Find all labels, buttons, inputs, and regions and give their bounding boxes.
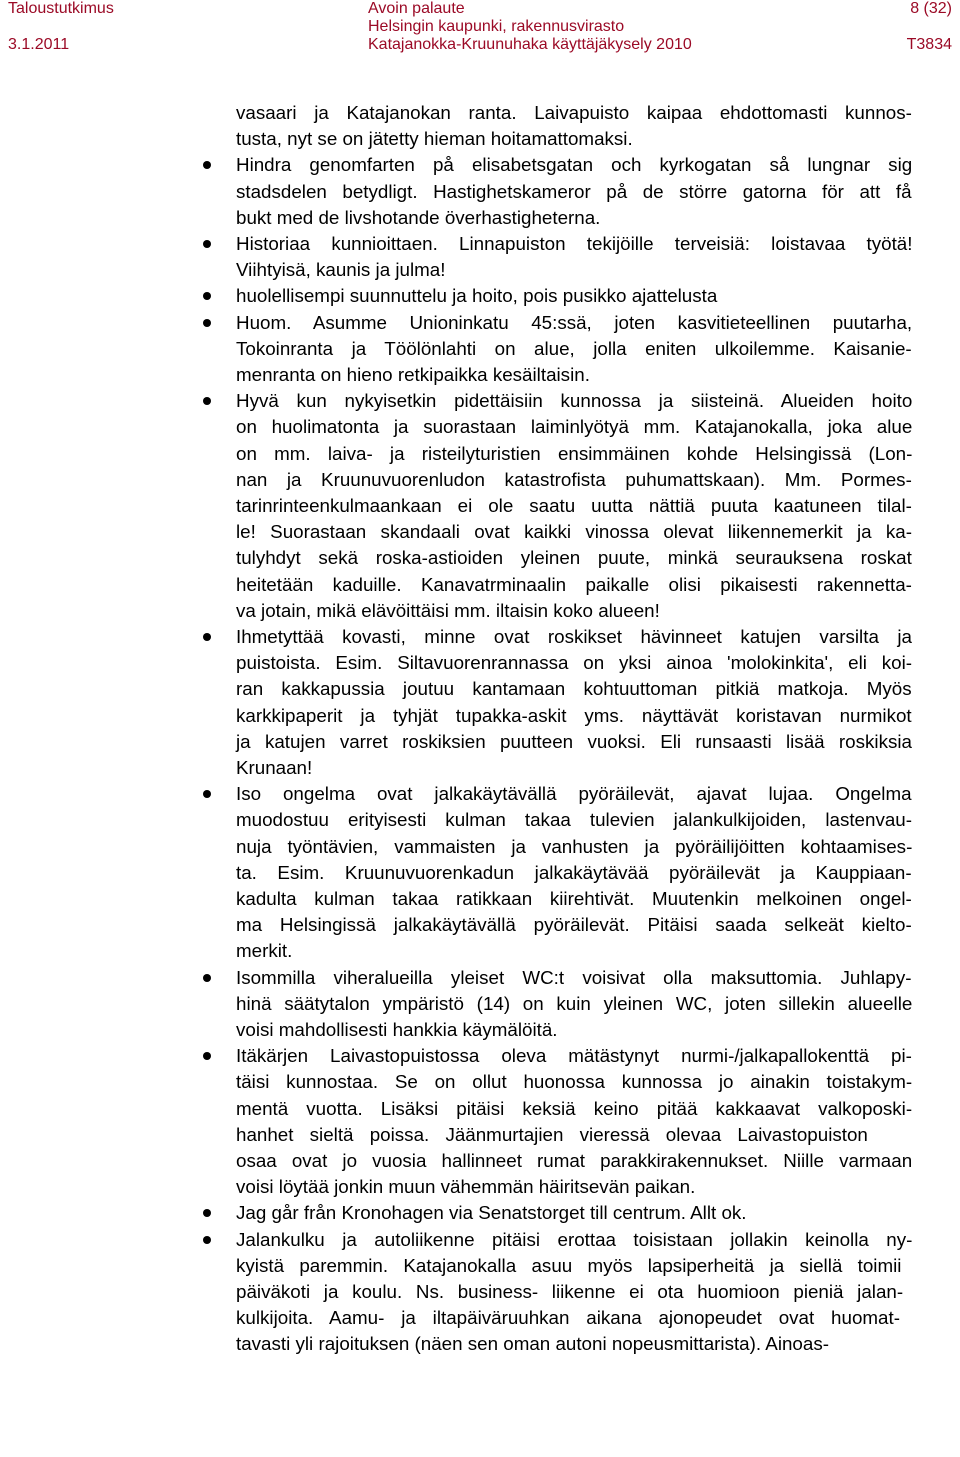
list-item-line: va jotain, mikä elävöittäisi mm. iltaisin koko alueen!	[236, 599, 660, 621]
list-item-line: ran kakkapussia joutuu kantamaan kohtuuttoman pitkiä matkoja. Myös	[236, 678, 912, 700]
header-client: Helsingin kaupunki, rakennusvirasto	[368, 18, 625, 35]
continuation-line: vasaari ja Katajanokan ranta. Laivapuisto kaipaa ehdottomasti kunnos-	[236, 102, 912, 123]
list-item-line: Jalankulku ja autoliikenne pitäisi erottaa toisistaan jollakin keinolla ny-	[236, 1228, 913, 1250]
list-item-line: Jag går från Kronohagen via Senatstorget till centrum. Allt ok.	[236, 1202, 747, 1224]
list-item-line: on mm. laiva- ja risteilyturistien ensimmäinen kohde Helsingissä (Lon-	[236, 442, 913, 464]
list-item-line: Itäkärjen Laivastopuistossa oleva mätästynyt nurmi-/jalkapallokenttä pi-	[236, 1045, 912, 1067]
list-item-line: karkkipaperit ja tyhjät tupakka-askit yms. näyttävät koristavan nurmikot	[236, 704, 912, 726]
page-header	[0, 0, 960, 62]
list-item-line: hinä säätytalon ympäristö (14) on kuin yleinen WC, joten sillekin alueelle	[236, 992, 913, 1014]
bullet-icon	[190, 231, 220, 257]
list-item-line: Isommilla viheralueilla yleiset WC:t voisivat olla maksuttomia. Juhlapy-	[236, 966, 912, 988]
list-item-line: Iso ongelma ovat jalkakäytävällä pyöräilevät, ajavat lujaa. Ongelma	[236, 783, 912, 805]
list-item-line: voisi löytää jonkin muun vähemmän häiritsevän paikan.	[236, 1176, 696, 1198]
list-item-line: kyistä paremmin. Katajanokalla asuu myös lapsiperheitä ja siellä toimii	[236, 1254, 902, 1276]
list-item-line: ja katujen varret roskiksien puutteen vuoksi. Eli runsaasti lisää roskiksia	[236, 730, 912, 752]
list-item-line: Viihtyisä, kaunis ja julma!	[236, 259, 446, 281]
list-item-line: muodostuu erityisesti kulman takaa tulevien jalankulkijoiden, lastenvau-	[236, 809, 912, 831]
list-item-line: heitetään kaduille. Kanavatrminaalin paikalle olisi pikaisesti rakennetta-	[236, 573, 912, 595]
list-item-line: kadulta kulman takaa ratikkaan kiirehtivät. Muutenkin melkoinen ongel-	[236, 887, 912, 909]
list-item-line: huolellisempi suunnuttelu ja hoito, pois pusikko ajattelusta	[236, 285, 718, 307]
list-item-line: stadsdelen betydligt. Hastighetskameror på de större gatorna för att få	[236, 180, 912, 202]
list-item-line: hanhet sieltä poissa. Jäänmurtajien vieressä olevaa Laivastopuiston	[236, 1123, 868, 1145]
list-item-line: menranta on hieno retkipaikka kesäiltaisin.	[236, 363, 590, 385]
list-item-line: Tokoinranta ja Töölönlahti on alue, jolla eniten ulkoilemme. Kaisanie-	[236, 337, 912, 359]
bullet-icon	[190, 152, 220, 178]
list-item-line: Ihmetyttää kovasti, minne ovat roskikset hävinneet katujen varsilta ja	[236, 626, 912, 647]
bullet-icon	[190, 1043, 220, 1069]
header-survey-name: Katajanokka-Kruunuhaka käyttäjäkysely 2010	[368, 36, 692, 53]
bullet-icon	[190, 1227, 220, 1253]
list-item-line: täisi kunnostaa. Se on ollut huonossa kunnossa jo ainakin toistakym-	[236, 1071, 913, 1093]
list-item-line: mentä vuotta. Lisäksi pitäisi keksiä keino pitää kakkaavat valkoposki-	[236, 1097, 913, 1119]
list-item-line: tulyhdyt sekä roska-astioiden yleinen puute, minkä seurauksena roskat	[236, 547, 912, 569]
list-item-line: nuja työntävien, vammaisten ja vanhusten ja pyöräilijöitten kohtaamises-	[236, 835, 913, 857]
list-item-line: Hyvä kun nykyisetkin pidettäisiin kunnossa ja siisteinä. Alueiden hoito	[236, 390, 913, 412]
list-item-line: on huolimatonta ja suorastaan laiminlyötyä mm. Katajanokalla, joka alue	[236, 416, 913, 438]
header-page-number: 8 (32)	[910, 0, 952, 17]
list-item-line: puistoista. Esim. Siltavuorenrannassa on yksi ainoa 'molokinkita', eli koi-	[236, 652, 913, 674]
list-item-line: merkit.	[236, 940, 293, 962]
list-item-line: päiväkoti ja koulu. Ns. business- liikenne ei ota huomioon pieniä jalan-	[236, 1280, 904, 1302]
header-project-code: T3834	[906, 36, 952, 53]
bullet-icon	[190, 388, 220, 414]
list-item-line: ta. Esim. Kruunuvuorenkadun jalkakäytävää pyöräilevät ja Kauppiaan-	[236, 861, 912, 883]
list-item-line: bukt med de livshotande överhastigheterna.	[236, 206, 601, 228]
list-item-line: osaa ovat jo vuosia hallinneet rumat parakkirakennukset. Niille varmaan	[236, 1149, 913, 1171]
list-item-line: tavasti yli rajoituksen (näen sen oman autoni nopeusmittarista). Ainoas-	[236, 1333, 829, 1355]
bullet-icon	[190, 1200, 220, 1226]
header-date: 3.1.2011	[8, 36, 70, 53]
list-item-line: ma Helsingissä jalkakäytävällä pyöräilevät. Pitäisi saada selkeät kielto-	[236, 914, 912, 936]
bullet-icon	[190, 624, 220, 650]
list-item-line: Huom. Asumme Unioninkatu 45:ssä, joten kasvitieteellinen puutarha,	[236, 311, 913, 333]
bullet-icon	[190, 310, 220, 336]
list-item-line: kulkijoita. Aamu- ja iltapäiväruuhkan aikana ajonopeudet ovat huomat-	[236, 1307, 900, 1329]
header-company: Taloustutkimus	[8, 0, 114, 17]
bullet-icon	[190, 283, 220, 309]
bullet-icon	[190, 781, 220, 807]
continuation-line: tusta, nyt se on jätetty hieman hoitamattomaksi.	[236, 128, 633, 150]
list-item-line: tarinrinteenkulmaankaan ei ole saatu uutta nättiä puuta kaatuneen tilal-	[236, 494, 912, 516]
list-item-line: Hindra genomfarten på elisabetsgatan och kyrkogatan så lungnar sig	[236, 154, 913, 176]
list-item-line: nan ja Kruunuvuorenludon katastrofista puhumattskaan). Mm. Pormes-	[236, 468, 912, 490]
list-item-line: le! Suorastaan skandaali ovat kaikki vinossa olevat liikennemerkit ja ka-	[236, 521, 912, 543]
bullet-icon	[190, 965, 220, 991]
header-report-title: Avoin palaute	[368, 0, 465, 17]
list-item-line: voisi mahdollisesti hankkia käymälöitä.	[236, 1018, 558, 1040]
list-item-line: Krunaan!	[236, 757, 313, 778]
list-item-line: Historiaa kunnioittaen. Linnapuiston tekijöille terveisiä: loistavaa työtä!	[236, 233, 913, 254]
